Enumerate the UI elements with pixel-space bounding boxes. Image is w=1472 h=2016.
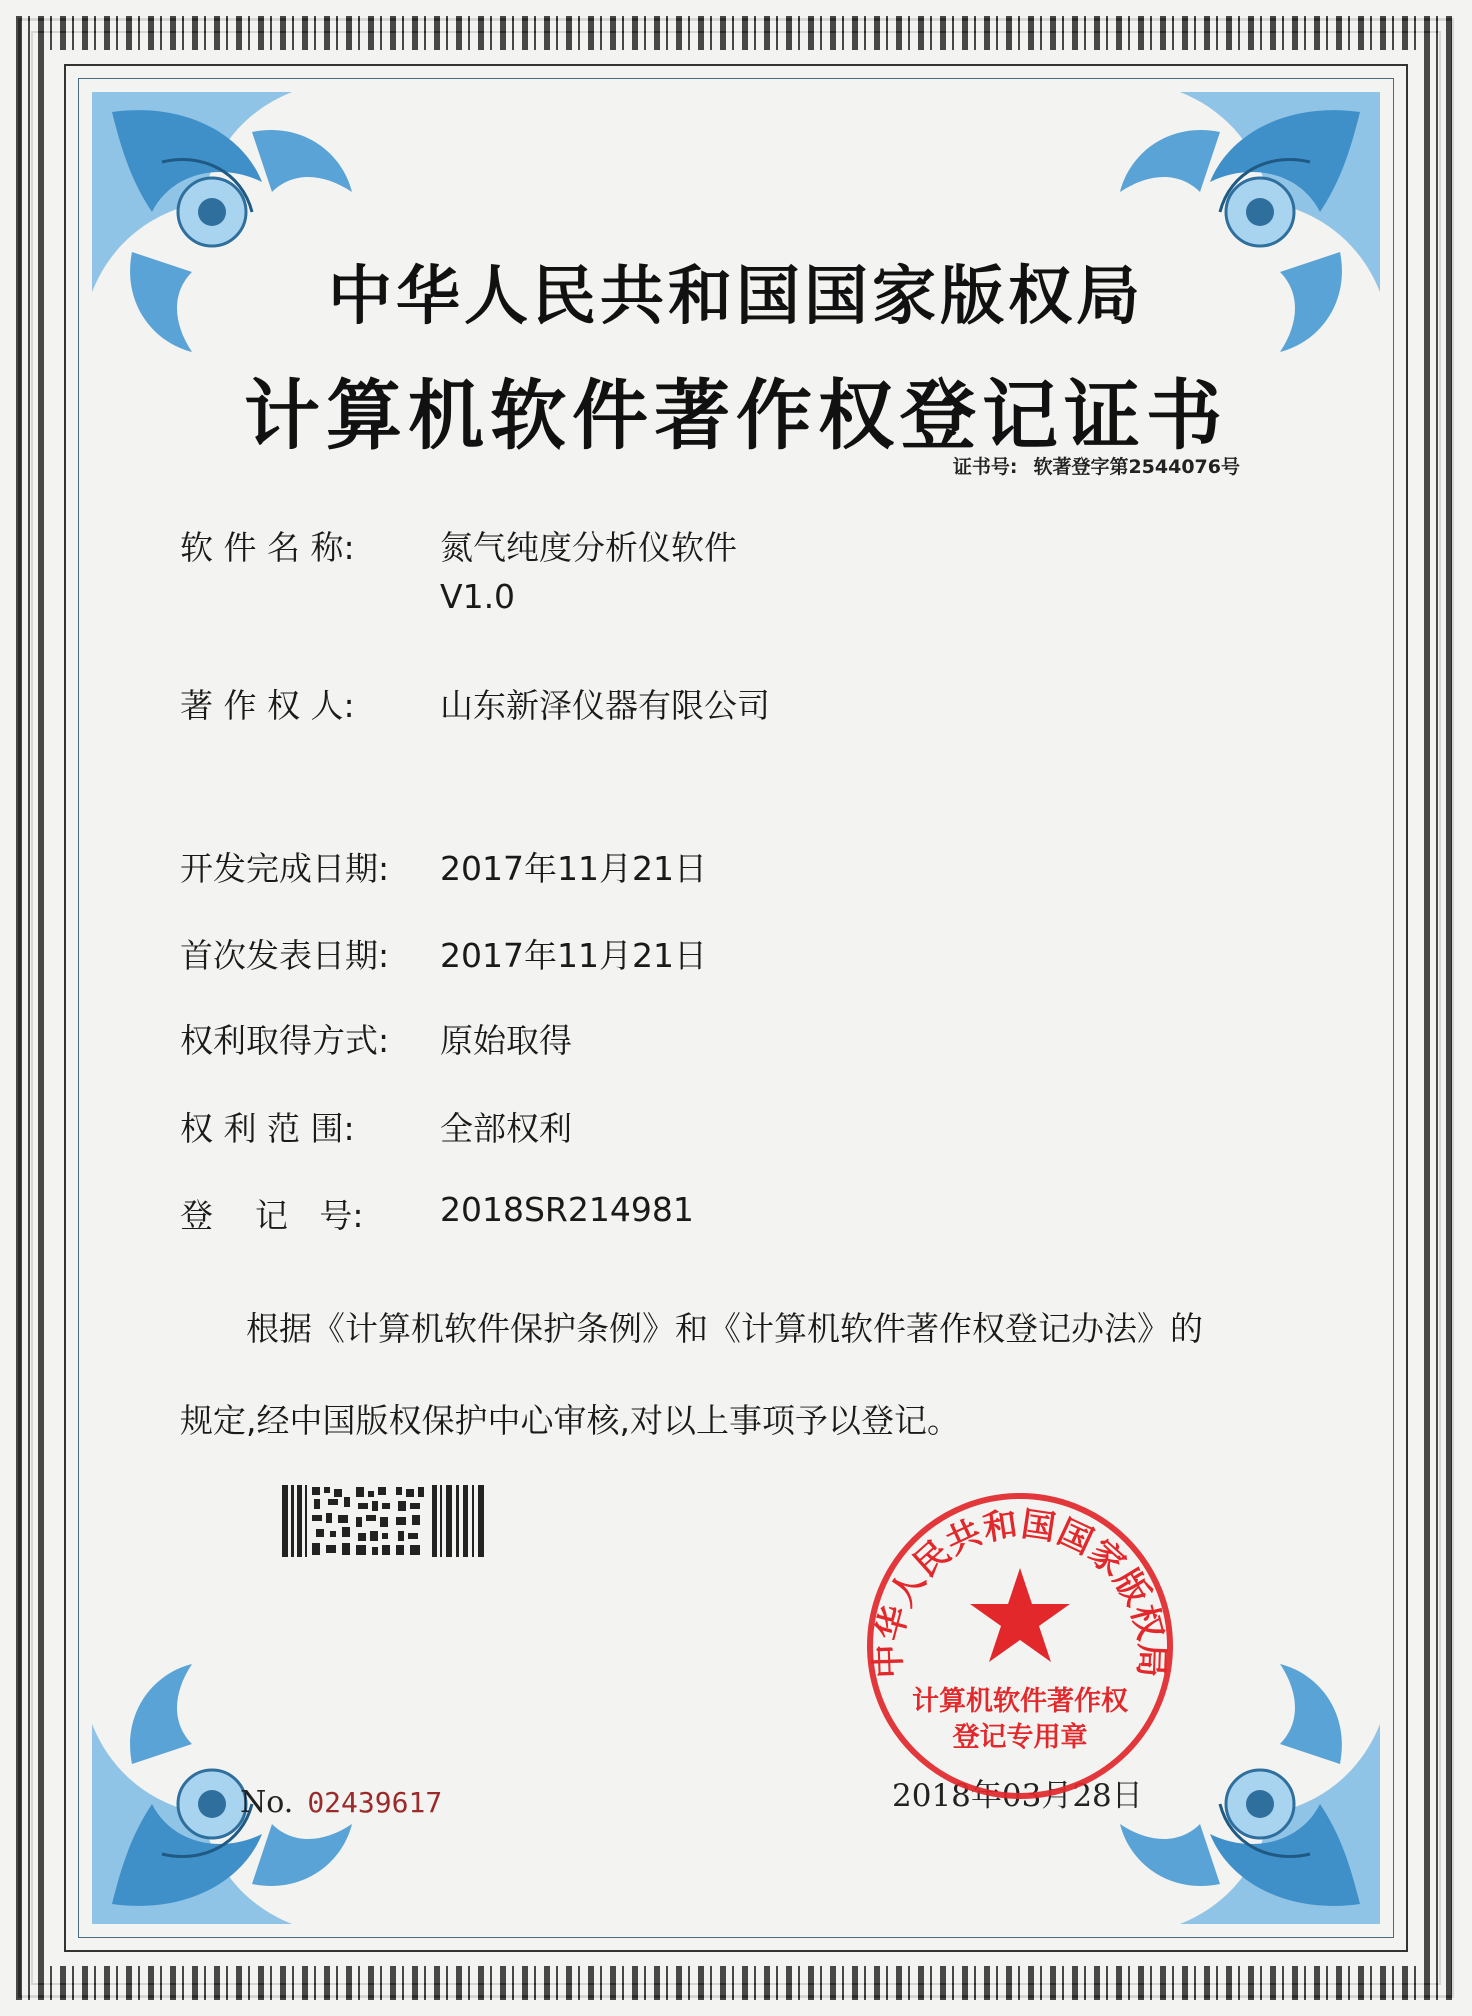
field-label: 权 利 范 围: — [180, 1109, 355, 1148]
acquisition-method-value: 原始取得 — [440, 1021, 572, 1060]
barcode — [282, 1485, 492, 1557]
serial-label: No. — [240, 1785, 294, 1820]
field-first-publication-date — [180, 930, 707, 977]
seal-inner-line-2: 登记专用章 — [952, 1722, 1088, 1753]
statement-line-2: 规定,经中国版权保护中心审核,对以上事项予以登记。 — [180, 1401, 960, 1440]
statement-line-1: 根据《计算机软件保护条例》和《计算机软件著作权登记办法》的 — [246, 1309, 1203, 1348]
seal-star-icon — [970, 1568, 1070, 1662]
copyright-holder-value: 山东新泽仪器有限公司 — [440, 686, 770, 725]
corner-ornament-top-right — [1090, 92, 1380, 382]
field-registration-number — [180, 1190, 694, 1237]
serial-number — [240, 1785, 442, 1820]
seal-inner-line-1: 计算机软件著作权 — [912, 1686, 1128, 1717]
software-name-value: 氮气纯度分析仪软件 — [440, 528, 737, 567]
issue-date: 2018年03月28日 — [892, 1778, 1143, 1814]
seal-outer-text: 中华人民共和国国家版权局 — [868, 1504, 1172, 1679]
field-software-name — [180, 522, 737, 616]
field-label: 首次发表日期: — [180, 936, 390, 975]
certificate-number-label: 证书号: — [952, 456, 1018, 478]
field-label: 软 件 名 称: — [180, 528, 355, 567]
field-copyright-holder — [180, 680, 770, 727]
field-acquisition-method — [180, 1015, 572, 1062]
field-scope-of-rights — [180, 1103, 572, 1150]
official-seal — [862, 1488, 1178, 1804]
certificate-title: 计算机软件著作权登记证书 — [244, 371, 1228, 460]
serial-value: 02439617 — [307, 1786, 443, 1819]
field-label: 权利取得方式: — [180, 1021, 390, 1060]
field-label: 著 作 权 人: — [180, 686, 355, 725]
first-publication-date-value: 2017年11月21日 — [440, 936, 707, 975]
field-label: 登 记 号: — [180, 1196, 364, 1235]
completion-date-value: 2017年11月21日 — [440, 849, 707, 888]
software-version: V1.0 — [440, 577, 516, 616]
issuing-authority: 中华人民共和国国家版权局 — [328, 260, 1144, 334]
certificate-number-value: 软著登字第2544076号 — [1033, 456, 1240, 478]
corner-ornament-top-left — [92, 92, 382, 382]
field-label: 开发完成日期: — [180, 849, 390, 888]
scope-of-rights-value: 全部权利 — [440, 1109, 572, 1148]
field-completion-date — [180, 843, 707, 890]
corner-ornament-bottom-left — [92, 1634, 382, 1924]
registration-number-value: 2018SR214981 — [440, 1190, 694, 1229]
certificate-number — [953, 452, 1240, 479]
